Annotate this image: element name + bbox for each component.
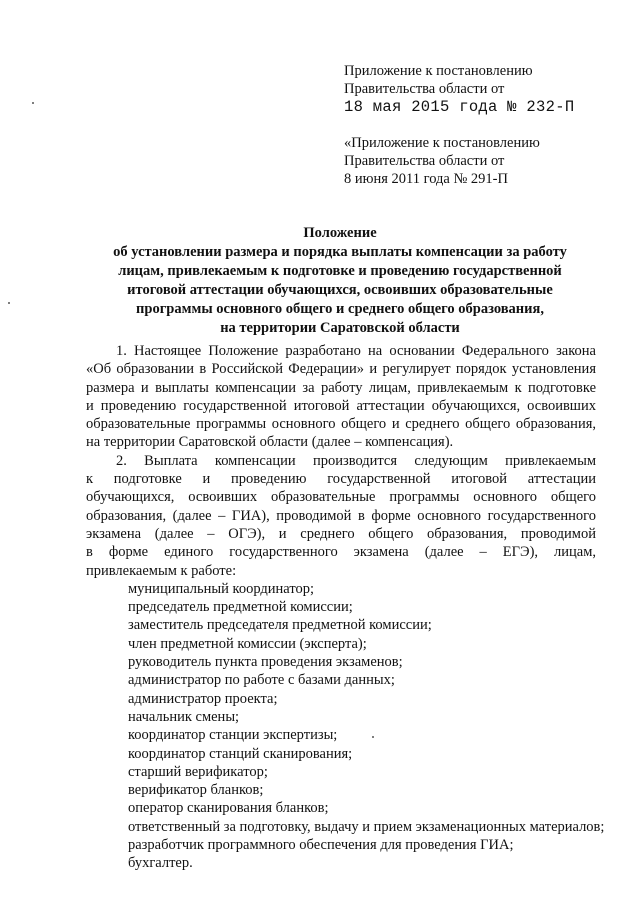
role-item: председатель предметной комиссии; (128, 599, 353, 616)
title-line-6: на территории Саратовской области (220, 320, 460, 336)
paragraph-2-line-1: 2. Выплата компенсации производится следующим привлекаемым (116, 452, 596, 469)
paragraph-2 (86, 452, 596, 580)
role-item: бухгалтер. (128, 855, 193, 872)
role-item: администратор проекта; (128, 690, 278, 707)
appendix-header (344, 62, 624, 116)
role-item: ответственный за подготовку, выдачу и прием экзаменационных материалов; (128, 818, 605, 835)
paragraph-2-line-7: привлекаемым к работе: (86, 562, 237, 579)
role-item: координатор станций сканирования; (128, 745, 353, 762)
document-title (60, 224, 620, 338)
title-line-2: об установлении размера и порядка выплаты компенсации за работу (113, 244, 567, 260)
scan-speck (8, 302, 10, 304)
paragraph-1-line-3: размера и выплаты компенсации за работу лицам, привлекаемым к подготовке (86, 379, 596, 396)
title-line-4: итоговой аттестации обучающихся, освоивших образовательные (127, 282, 553, 298)
appendix-header-line-2: Правительства области от (344, 81, 505, 97)
role-item: старший верификатор; (128, 763, 268, 780)
paragraph-1-line-1: 1. Настоящее Положение разработано на основании Федерального закона (116, 343, 596, 359)
role-item: муниципальный координатор; (128, 580, 315, 597)
role-item: администратор по работе с базами данных; (128, 672, 395, 689)
paragraph-1-line-4: и проведению государственной итоговой аттестации обучающихся, освоивших (86, 397, 596, 414)
paragraph-2-line-4: образования, (далее – ГИА), проводимой в форме основного государственного (86, 507, 596, 524)
roles-list (86, 580, 605, 873)
role-item: руководитель пункта проведения экзаменов; (128, 654, 403, 671)
document-body (86, 342, 605, 873)
paragraph-2-line-5: экзамена (далее – ОГЭ), и среднего общего образования, проводимой (86, 525, 596, 542)
paragraph-1-line-6: на территории Саратовской области (далее – компенсация). (86, 434, 454, 451)
title-line-3: лицам, привлекаемым к подготовке и проведению государственной (118, 263, 562, 279)
appendix-header-line-1: Приложение к постановлению (344, 63, 533, 79)
appendix-date-stamp: 18 мая 2015 года № 232-П (344, 98, 575, 116)
role-item: оператор сканирования бланков; (128, 800, 329, 817)
role-item: член предметной комиссии (эксперта); (128, 635, 367, 652)
original-header-line-3: 8 июня 2011 года № 291-П (344, 171, 508, 187)
scan-speck (32, 102, 34, 104)
original-header-line-1: «Приложение к постановлению (344, 135, 540, 151)
original-header-line-2: Правительства области от (344, 153, 505, 169)
paragraph-1 (86, 342, 596, 452)
paragraph-1-line-5: образовательные программы основного общего и среднего общего образования, (86, 416, 596, 433)
title-line-5: программы основного общего и среднего общего образования, (136, 301, 544, 317)
paragraph-2-line-6: в форме единого государственного экзамена (далее – ЕГЭ), лицам, (86, 544, 596, 561)
paragraph-2-line-3: обучающихся, освоивших образовательные программы основного общего (86, 489, 596, 506)
role-item: верификатор бланков; (128, 782, 264, 799)
role-item: начальник смены; (128, 708, 240, 725)
original-appendix-header (344, 134, 624, 188)
role-item: заместитель председателя предметной комиссии; (128, 617, 432, 634)
paragraph-1-line-2: «Об образовании в Российской Федерации» и регулирует порядок установления (86, 361, 596, 378)
role-item: разработчик программного обеспечения для проведения ГИА; (128, 837, 514, 854)
paragraph-2-line-2: к подготовке и проведению государственной итоговой аттестации (86, 471, 596, 488)
role-item: координатор станции экспертизы; (128, 727, 338, 744)
title-line-1: Положение (303, 225, 377, 241)
scan-speck (372, 736, 374, 738)
